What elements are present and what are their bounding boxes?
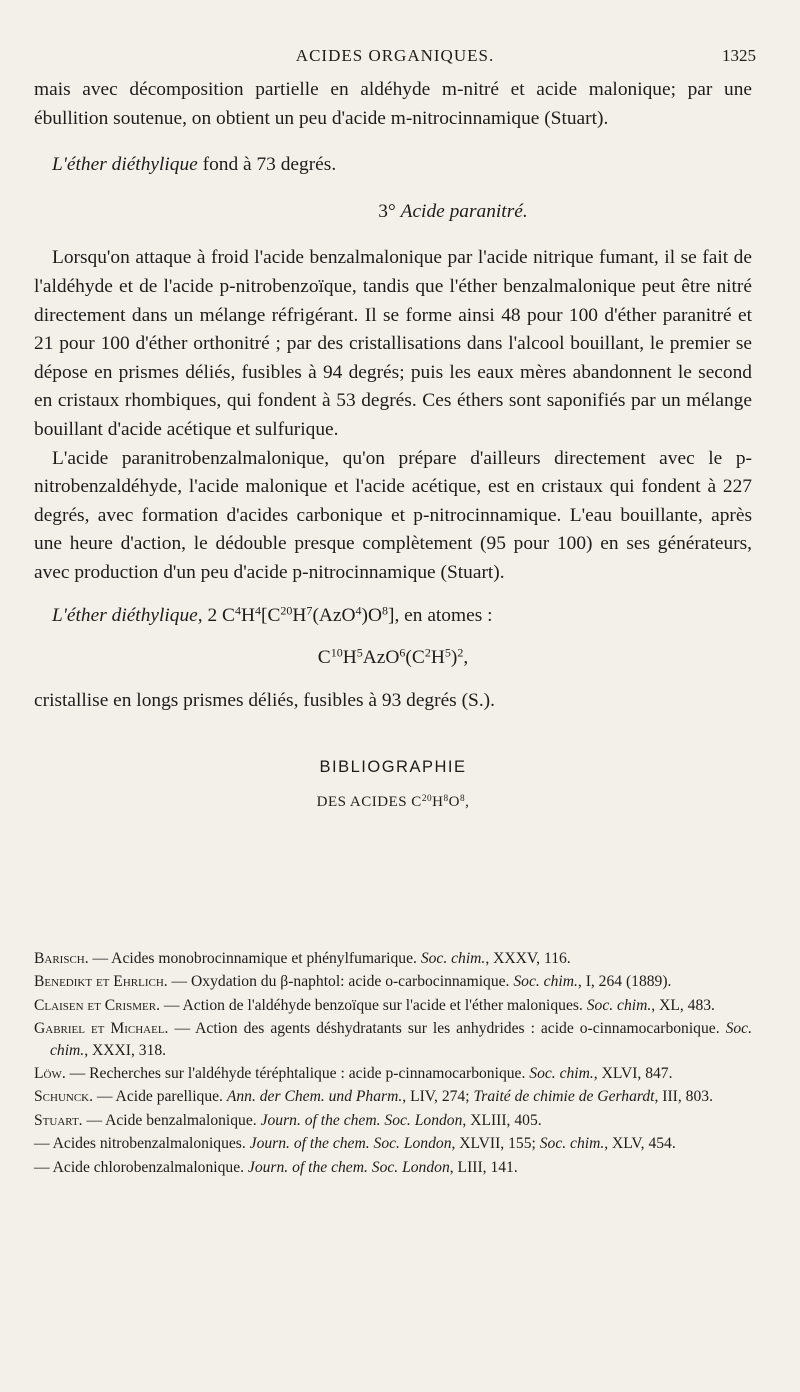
paragraph: mais avec décomposition partielle en aldéhyde m-nitré et acide malonique; par une ébullition soutenue, on obtient un peu d'acide m-nitrocinnamique (Stuart). bbox=[34, 79, 752, 129]
reference-item: Löw. — Recherches sur l'aldéhyde téréphtalique : acide p-cinnamocarbonique. Soc. chim., XLVI, 847. bbox=[34, 1065, 673, 1083]
reference-item: Claisen et Crismer. — Action de l'aldéhyde benzoïque sur l'acide et l'éther maloniques. Soc. chim., XL, 483. bbox=[34, 996, 715, 1014]
bibliography-list bbox=[34, 948, 752, 1180]
bibliography-subheading: DES ACIDES $C^{20}H^8O^8$, bbox=[316, 793, 470, 810]
reference-item: — Acide chlorobenzalmalonique. Journ. of the chem. Soc. London, LIII, 141. bbox=[34, 1158, 518, 1176]
page-number: 1325 bbox=[722, 46, 756, 65]
paragraph: L'éther diéthylique, 2 $C^4H^4[C^{20}H^7(AzO^4)O^8]$, en atomes : bbox=[52, 602, 493, 626]
section-heading: 3° Acide paranitré. bbox=[378, 200, 528, 222]
reference-item: Schunck. — Acide parellique. Ann. der Chem. und Pharm., LIV, 274; Traité de chimie de Gerhardt, III, 803. bbox=[34, 1088, 713, 1106]
main-text bbox=[34, 76, 752, 816]
formula: $C^{10}H^5AzO^6(C^2H^5)^2$, bbox=[317, 645, 469, 669]
italic-term: L'éther diéthylique bbox=[52, 604, 198, 626]
paragraph: L'acide paranitrobenzalmalonique, qu'on prépare d'ailleurs directement avec le p-nitrobenzaldéhyde, l'acide malonique et l'acide acétique, est en cristaux qui fondent à 227 degrés, avec formation d'acides carbonique et p-nitrocinnamique. L'eau bouillante, après une heure d'action, le dédouble presque complètement (95 pour 100) en ses générateurs, avec production d'un peu d'acide p-nitrocinnamique (Stuart). bbox=[34, 447, 752, 583]
reference-item: Benedikt et Ehrlich. — Oxydation du β-naphtol: acide o-carbocinnamique. Soc. chim., I, 264 (1889). bbox=[34, 973, 672, 991]
running-header bbox=[34, 46, 756, 70]
paragraph: Lorsqu'on attaque à froid l'acide benzalmalonique par l'acide nitrique fumant, il se fait de l'aldéhyde et de l'acide p-nitrobenzoïque, tandis que l'éther benzalmalonique peut être nitré directement dans un mélange réfrigérant. Il se forme ainsi 48 pour 100 d'éther paranitré et 21 pour 100 d'éther orthonitré ; par des cristallisations dans l'alcool bouillant, le premier se dépose en prismes déliés, fusibles à 94 degrés; puis les eaux mères abandonnent le second en cristaux rhombiques, qui fondent à 53 degrés. Ces éthers sont saponifiés par un mélange bouillant d'acide acétique et sulfurique. bbox=[34, 247, 752, 440]
running-title: ACIDES ORGANIQUES. bbox=[295, 46, 495, 65]
italic-term: L'éther diéthylique bbox=[52, 154, 198, 176]
paragraph: L'éther diéthylique fond à 73 degrés. bbox=[52, 154, 337, 176]
reference-item: Gabriel et Michael. — Action des agents déshydratants sur les anhydrides : acide o-cinnamocarbonique. Soc. chim., XXXI, 318. bbox=[34, 1020, 752, 1059]
bibliography-heading: BIBLIOGRAPHIE bbox=[319, 758, 467, 777]
paragraph: cristallise en longs prismes déliés, fusibles à 93 degrés (S.). bbox=[34, 689, 495, 711]
reference-item: — Acides nitrobenzalmaloniques. Journ. of the chem. Soc. London, XLVII, 155; Soc. chim., XLV, 454. bbox=[34, 1135, 676, 1153]
reference-item: Stuart. — Acide benzalmalonique. Journ. of the chem. Soc. London, XLIII, 405. bbox=[34, 1111, 542, 1129]
reference-item: Barisch. — Acides monobrocinnamique et phénylfumarique. Soc. chim., XXXV, 116. bbox=[34, 950, 571, 967]
